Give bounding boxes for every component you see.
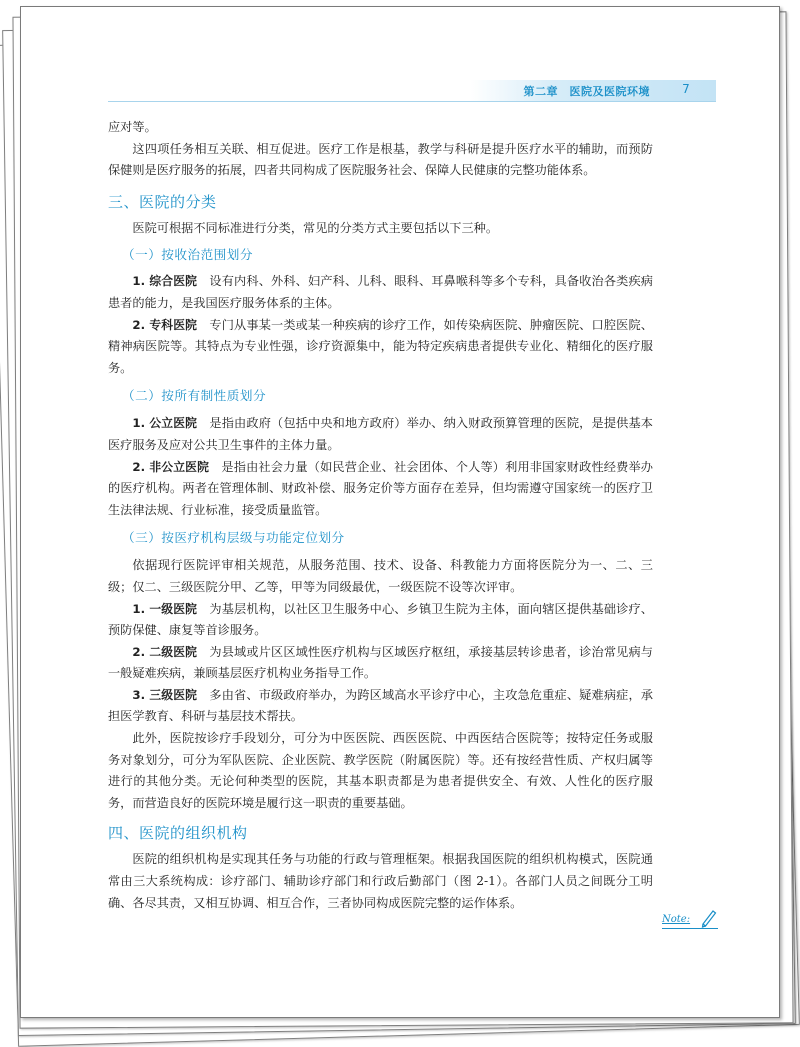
term-text: 专门从事某一类或某一种疾病的诊疗工作，如传染病医院、肿瘤医院、口腔医院、精神病医院等。其特点为专业性强，诊疗资源集中，能为特定疾病患者提供专业化、精细化的医疗服务。 [108,317,653,375]
term-label: 2. 非公立医院 [132,459,210,474]
running-head [470,80,716,102]
paragraph [108,599,653,642]
note-underline [662,928,718,929]
subsection-heading: （二）按所有制性质划分 [122,388,267,404]
paragraph [108,271,653,314]
paragraph [108,315,653,380]
subsection-heading: （三）按医疗机构层级与功能定位划分 [122,530,345,546]
paragraph [108,685,653,728]
term-label: 1. 一级医院 [132,601,198,616]
page-body [108,117,653,914]
paragraph: 医院可根据不同标准进行分类，常见的分类方式主要包括以下三种。 [132,220,499,235]
paragraph [108,642,653,685]
paragraph: 依据现行医院评审相关规范，从服务范围、技术、设备、科教能力方面将医院分为一、二、三级；仅二、三级医院分甲、乙等，甲等为同级最优，一级医院不设等次评审。 [108,558,653,594]
term-label: 1. 公立医院 [132,416,198,431]
section-heading: 四、医院的组织机构 [108,824,248,843]
term-text: 设有内科、外科、妇产科、儿科、眼科、耳鼻喉科等多个专科，具备收治各类疾病患者的能力，是我国医疗服务体系的主体。 [108,274,653,310]
term-label: 3. 三级医院 [132,687,198,702]
paragraph: 此外，医院按诊疗手段划分，可分为中医医院、西医医院、中西医结合医院等；按特定任务或服务对象划分，可分为军队医院、企业医院、教学医院（附属医院）等。还有按经营性质、产权归属等进行的其他分类。无论何种类型的医院，其基本职责都是为患者提供安全、有效、人性化的医疗服务，而营造良好的医院环境是履行这一职责的重要基础。 [108,731,653,810]
paragraph: 应对等。 [108,120,157,134]
paragraph: 医院的组织机构是实现其任务与功能的行政与管理框架。根据我国医院的组织机构模式，医院通常由三大系统构成：诊疗部门、辅助诊疗部门和行政后勤部门（图 2-1）。各部门人员之间既分工明确、各尽其责，又相互协调、相互合作，三者协同构成医院完整的运作体系。 [108,852,653,910]
note-label: Note: [662,914,691,925]
subsection-heading: （一）按收治范围划分 [122,247,253,263]
term-label: 1. 综合医院 [132,274,198,289]
paragraph [108,457,653,522]
pen-icon [700,908,718,928]
term-label: 2. 二级医院 [132,644,198,659]
term-text: 是指由社会力量（如民营企业、社会团体、个人等）利用非国家财政性经费举办的医疗机构。两者在管理体制、财政补偿、服务定价等方面存在差异，但均需遵守国家统一的医疗卫生法律法规、行业标准，接受质量监管。 [108,459,653,517]
chapter-title: 第二章 医院及医院环境 [523,85,650,98]
page-number: 7 [682,82,690,96]
paragraph: 这四项任务相互关联、相互促进。医疗工作是根基，教学与科研是提升医疗水平的辅助，而预防保健则是医疗服务的拓展，四者共同构成了医院服务社会、保障人民健康的完整功能体系。 [108,141,653,178]
note-marker [662,908,718,932]
term-label: 2. 专科医院 [132,317,198,332]
header-rule [108,101,716,102]
term-text: 为基层机构，以社区卫生服务中心、乡镇卫生院为主体，面向辖区提供基础诊疗、预防保健、康复等首诊服务。 [108,601,653,638]
term-text: 多由省、市级政府举办，为跨区域高水平诊疗中心，主攻急危重症、疑难病症，承担医学教育、科研与基层技术帮扶。 [108,687,653,724]
paragraph [108,413,653,456]
term-text: 为县域或片区区域性医疗机构与区域医疗枢纽，承接基层转诊患者，诊治常见病与一般疑难疾病，兼顾基层医疗机构业务指导工作。 [108,644,653,681]
term-text: 是指由政府（包括中央和地方政府）举办、纳入财政预算管理的医院，是提供基本医疗服务及应对公共卫生事件的主体力量。 [108,416,653,452]
section-heading: 三、医院的分类 [108,192,217,211]
